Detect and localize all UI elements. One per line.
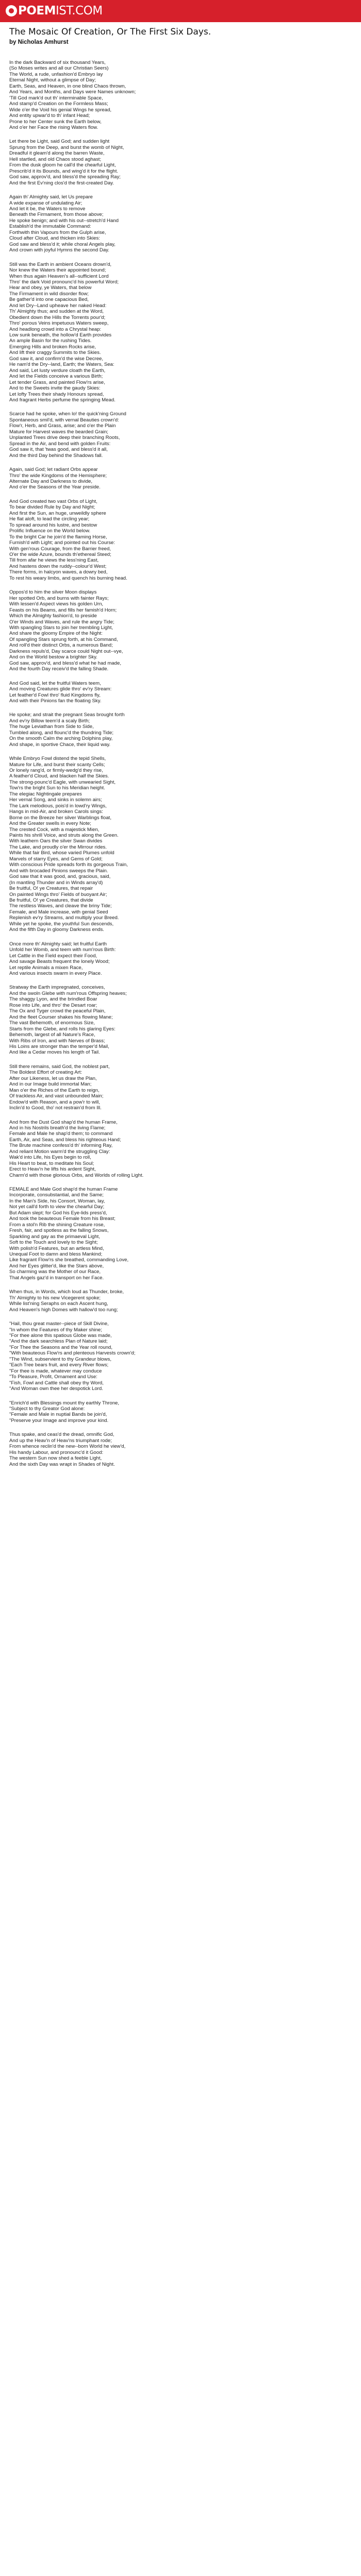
poem-line: And roll'd their distinct Orbs, a numerous Band; bbox=[9, 642, 113, 649]
poem-line: And with their Pinions fan the floating Sky. bbox=[9, 698, 102, 704]
poem-stanza bbox=[9, 262, 352, 403]
poem-line: "Preserve your Image and improve your kind. bbox=[9, 1417, 109, 1423]
poem-line: And the swoln Glebe with num'rous Offspring heaves; bbox=[9, 990, 127, 996]
poem-line: The World, a rude, unfashion'd Embryo lay bbox=[9, 71, 103, 77]
poem-line: God saw that it was good, and, gracious, said, bbox=[9, 874, 111, 880]
poem-line: When thus, in Words, which loud as Thunder, broke, bbox=[9, 1289, 124, 1295]
poem-line: "Enrich'd with Blessings mount thy earthly Throne, bbox=[9, 1400, 120, 1406]
poem-line: Be fruitful, O! ye Creatures, that divide bbox=[9, 897, 93, 903]
poem-line: And her Eyes glitter'd, like the Stars above, bbox=[9, 1263, 104, 1269]
poem-line: And lift their craggy Summits to the Skies. bbox=[9, 350, 101, 356]
poem-line: From whence reclin'd the new--born World he view'd, bbox=[9, 1444, 126, 1450]
poem-line: "For thee alone this spatious Globe was made, bbox=[9, 1333, 112, 1338]
poem-line: God saw, approv'd, and bless'd the spreading Ray; bbox=[9, 174, 121, 180]
poem-line: With Ribs of Iron, and with Nerves of Brass; bbox=[9, 1038, 105, 1044]
poem-line: The shaggy Lyon, and the brindled Boar bbox=[9, 996, 97, 1003]
poem-line: With polish'd Features, but an artless Mind, bbox=[9, 1245, 104, 1251]
poem-line: In the dark Backward of six thousand Years, bbox=[9, 60, 106, 65]
poem-line: Till from afar he views the less'ning East, bbox=[9, 557, 99, 564]
poem-line: Cloud after Cloud, and thicken into Skies: bbox=[9, 235, 100, 242]
poem-line: And fragrant Herbs perfume the springing Mead. bbox=[9, 397, 116, 403]
poem-line: He spoke; and strait the pregnant Seas brought forth bbox=[9, 712, 125, 718]
poem-line: "Female and Male in nuptial Bands be join'd, bbox=[9, 1412, 107, 1418]
poem-line: Wak'd into Life, his Eyes begin to roll, bbox=[9, 1155, 91, 1161]
poem-line: Thro' the wide Kingdoms of the Hemisphere; bbox=[9, 472, 107, 479]
poem-line: Still there remains, said God, the noblest part, bbox=[9, 1063, 110, 1070]
poem-line: Incorporate, consubstantial, and the Same; bbox=[9, 1192, 104, 1198]
poem-line: While yet he spoke, the youthful Sun descends, bbox=[9, 921, 114, 927]
poem-line: Earth, Air, and Seas, and bless his righteous Hand; bbox=[9, 1137, 121, 1143]
poem-container bbox=[0, 22, 361, 2576]
author-link[interactable]: Nicholas Amhurst bbox=[18, 39, 69, 45]
logo-text-main: POEM bbox=[18, 4, 56, 18]
site-logo[interactable] bbox=[6, 4, 103, 18]
poem-line: FEMALE and Male God shap'd the human Frame bbox=[9, 1187, 118, 1193]
poem-line: And first the Sun, an huge, unweildly sphere bbox=[9, 510, 106, 516]
poem-line: "Hail, thou great master--piece of Skill Divine, bbox=[9, 1321, 109, 1327]
poem-line: O'er the wide Azure, bounds th'ethereal Steed; bbox=[9, 551, 111, 557]
poem-line: With lessen'd Aspect views his golden Urn, bbox=[9, 601, 104, 607]
poem-line: The Firmament in wild disorder flow; bbox=[9, 291, 89, 297]
poem-line: "To Pleasure, Profit, Ornament and Use: bbox=[9, 1374, 97, 1380]
poem-line: Charm'd with those glorious Orbs, and Worlds of rolling Light. bbox=[9, 1172, 144, 1178]
poem-line: Prolific Influence on the World below. bbox=[9, 528, 91, 534]
poem-line: Establish'd the immutable Command: bbox=[9, 224, 91, 230]
poem-line: And with brocaded Pinions sweeps the Plain. bbox=[9, 868, 108, 874]
poem-line: Prone to her Center sunk the Earth below, bbox=[9, 118, 102, 125]
poem-line: Her spotted Orb, and burns with fainter Rays; bbox=[9, 595, 109, 601]
poem-line: When thus again Heaven's all--sufficient Lord bbox=[9, 273, 109, 279]
poem-line: Behemoth, largest of all Nature's Race, bbox=[9, 1032, 95, 1038]
poem-line: (In mantling Thunder and in Winds array'd) bbox=[9, 879, 103, 886]
poem-stanza bbox=[9, 1289, 352, 1313]
poem-line: Low sunk beneath, the hollow'd Earth provides bbox=[9, 332, 112, 338]
poem-line: O'er Winds and Waves, and rule the angry Tide; bbox=[9, 619, 114, 625]
poem-line: With gen'rous Courage, from the Barrier freed, bbox=[9, 546, 111, 552]
poem-line: "With beauteous Flow'rs and plenteous Harvests crown'd; bbox=[9, 1350, 136, 1357]
poem-line: Mature for Harvest waves the bearded Grain; bbox=[9, 429, 108, 435]
poem-line: From the dusk gloom he call'd the chearful Light, bbox=[9, 162, 116, 168]
poem-stanza bbox=[9, 194, 352, 253]
poem-line: "In whom the Features of thy Maker shine; bbox=[9, 1327, 102, 1333]
poem-line: And moving Creatures glide thro' ev'ry Stream: bbox=[9, 686, 112, 692]
poem-line: God saw it, and confirm'd the wise Decree, bbox=[9, 355, 104, 362]
author-by-label: by bbox=[9, 39, 17, 45]
poem-line: Hangs in mid-Air, and broken Carols sings: bbox=[9, 809, 103, 815]
poem-line: Female and Male he shap'd them; to command bbox=[9, 1131, 113, 1137]
poem-stanza bbox=[9, 411, 352, 459]
poem-line: The Lark melodious, pois'd in lowd'ry Wings, bbox=[9, 803, 107, 809]
poem-line: (So Moses writes and all our Christian Seers) bbox=[9, 65, 109, 72]
poem-line: Tow'rs the bright Sun to his Meridian height. bbox=[9, 785, 105, 791]
poem-line: To the bright Car he join'd the flaming Horse, bbox=[9, 534, 107, 540]
poem-line: And from the Dust God shap'd the human Frame, bbox=[9, 1119, 118, 1125]
poem-line: Of trackless Air, and vast unbounded Main; bbox=[9, 1093, 104, 1099]
poem-line: Thro' the dark Void pronounc'd his powerful Word; bbox=[9, 279, 119, 285]
poem-stanza bbox=[9, 467, 352, 490]
poem-line: To bear divided Rule by Day and Night; bbox=[9, 504, 95, 511]
poem-line: And Years, and Months, and Days were Names unknown; bbox=[9, 89, 136, 95]
logo-text-suffix: IST.COM bbox=[56, 4, 103, 18]
poem-line: That Angels gaz'd in transport on her Face. bbox=[9, 1275, 104, 1281]
poem-line: He nam'd the Dry--land, Earth; the Waters, Sea: bbox=[9, 362, 114, 368]
poem-line: "The Wind, subservient to thy Grandeur blows, bbox=[9, 1356, 112, 1362]
poem-line: And Heaven's high Domes with hallow'd too rung; bbox=[9, 1307, 118, 1313]
poem-line: God saw and bless'd it; while choral Angels play, bbox=[9, 241, 116, 247]
poem-line: And entity upwar'd to th' infant Head; bbox=[9, 113, 90, 119]
poem-line: Spread in the Air, and bend with golden Fruits: bbox=[9, 440, 111, 447]
poem-line: While list'ning Seraphs on each Ascent hung, bbox=[9, 1301, 108, 1307]
poem-line: Marvels of starry Eyes, and Gems of Gold; bbox=[9, 856, 103, 862]
poem-line: Man o'er the Riches of the Earth to reign, bbox=[9, 1087, 100, 1093]
poem-line: Let there be Light, said God; and sudden light bbox=[9, 139, 110, 145]
poem-line: Unplanted Trees drive deep their branching Roots, bbox=[9, 435, 120, 441]
poem-line: Let lofty Trees their shady Honours spread, bbox=[9, 391, 104, 397]
poem-line: And reliant Motion warm'd the struggling Clay: bbox=[9, 1148, 110, 1155]
poem-line: The vast Behemoth, of enormous Size, bbox=[9, 1020, 95, 1026]
poem-line: Like fragrant Flow'rs she breathed, commanding Love, bbox=[9, 1257, 129, 1263]
poem-line: Still was the Earth in ambient Oceans drown'd, bbox=[9, 261, 112, 267]
poem-line: Of spangling Stars sprung forth, at his Command, bbox=[9, 636, 118, 642]
poem-line: Tumbled along, and flounc'd the thundring Tide; bbox=[9, 730, 114, 736]
poem-line: Prescrib'd it its Bounds, and wing'd it for the flight. bbox=[9, 168, 119, 174]
poem-line: "And the dark searchless Plan of Nature laid; bbox=[9, 1338, 108, 1345]
poem-line: Starts from the Glebe, and rolls his glaring Eyes: bbox=[9, 1026, 116, 1032]
poem-line: Nor knew the Waters their appointed bound; bbox=[9, 267, 106, 274]
poem-line: Again, said God; let radiant Orbs appear bbox=[9, 467, 98, 473]
poem-line: An ample Basin for the rushing Tides. bbox=[9, 338, 92, 344]
poem-line: With spangling Stars to join her trembling Light, bbox=[9, 624, 113, 631]
poem-line: Feasts on his Beams, and fills her famish'd Horn; bbox=[9, 607, 117, 613]
poem-line: Hell startled, and old Chaos stood aghast; bbox=[9, 156, 102, 162]
poem-stanza bbox=[9, 756, 352, 933]
poem-line: Paints his shrill Voice, and struts along the Green. bbox=[9, 833, 119, 839]
poem-line: Again th' Almighty said, let Us prepare bbox=[9, 194, 93, 200]
poem-line: And let Dry--Land upheave her naked Head: bbox=[9, 302, 107, 309]
poem-line: And let the Fields conceive a various Birth; bbox=[9, 374, 103, 380]
poem-line: "Each Tree bears fruit, and every River flows; bbox=[9, 1362, 109, 1368]
poem-line: And to the Sweets invite the gaudy Skies: bbox=[9, 385, 101, 392]
poem-line: And let it be, the Waters to remove bbox=[9, 206, 86, 212]
poem-stanza bbox=[9, 941, 352, 977]
poem-line: To rest his weary limbs, and quench his burning head. bbox=[9, 575, 127, 581]
poem-line: Mature for Life, and burst their scanty Cells; bbox=[9, 761, 105, 768]
poem-line: Forthwith thin Vapours from the Gulph arise, bbox=[9, 229, 106, 235]
poem-line: His Loins are stronger than the temper'd Mail, bbox=[9, 1043, 109, 1049]
poem-line: He spoke benign; and with his out--stretch'd Hand bbox=[9, 217, 119, 224]
poem-line: And o'er the Seasons of the Year preside. bbox=[9, 484, 101, 490]
poem-line: 'Till God mark'd out th' interminable Space, bbox=[9, 95, 103, 101]
poem-line: And took the beauteous Female from his Breast; bbox=[9, 1216, 116, 1222]
poem-stanza bbox=[9, 985, 352, 1055]
poem-stanza bbox=[9, 1064, 352, 1111]
poem-line: While Embryo Fowl distend the tepid Shells, bbox=[9, 756, 106, 762]
poem-line: Flow'r, Herb, and Grass, arise; and o'er the Plain bbox=[9, 423, 116, 429]
poem-line: And in our Image build immortal Man; bbox=[9, 1081, 92, 1088]
poem-line: Once more th' Almighty said; let fruitful Earth bbox=[9, 941, 107, 947]
poem-line: After our Likeness, let us draw the Plan, bbox=[9, 1075, 97, 1081]
poem-line: And the sixth Day was wrapt in Shades of Night. bbox=[9, 1461, 115, 1467]
poem-line: The huge Leviathan from Side to Side, bbox=[9, 724, 94, 730]
poem-line: Alternate Day and Darkness to divide, bbox=[9, 479, 93, 484]
poem-line: Endow'd with Reason, and a pow'r to will, bbox=[9, 1099, 100, 1105]
poem-line: On painted Wings thro' Fields of buoyant Air; bbox=[9, 891, 107, 897]
poem-line: But Adam slept; for God his Eye-lids press'd, bbox=[9, 1210, 107, 1216]
logo-circle-icon bbox=[6, 5, 17, 16]
poem-stanza bbox=[9, 499, 352, 581]
poem-line: Be fruitful, O! ye Creatures, that repair bbox=[9, 886, 93, 892]
poem-line: Obedient down the Hills the Torrents pour'd; bbox=[9, 314, 106, 320]
poem-line: Or lonely rang'd, or firmly-wedg'd they rise, bbox=[9, 768, 103, 774]
poem-line: Stratway the Earth impregnated, conceives, bbox=[9, 985, 105, 991]
poem-line: So charming was the Mother of our Race, bbox=[9, 1269, 101, 1275]
poem-line: The restless Waves, and cleave the briny Tide; bbox=[9, 903, 112, 909]
poem-line: God saw, approv'd, and bless'd what he had made, bbox=[9, 660, 121, 666]
poem-line: And the fifth Day in gloomy Darkness ends. bbox=[9, 927, 104, 933]
poem-line: "For thee is made, whatever may conduce bbox=[9, 1368, 102, 1374]
poem-line: Sparkling and gay as the primaeval Light, bbox=[9, 1233, 100, 1240]
poem-line: And savage Beasts frequent the lonely Wood; bbox=[9, 959, 110, 965]
poem-line: And share the gloomy Empire of the Night: bbox=[9, 631, 103, 637]
poem-line: God saw it, that 'twas good, and bless'd it all, bbox=[9, 447, 108, 453]
poem-author bbox=[9, 39, 352, 46]
poem-line: And crown with joyful Hymns the second Day. bbox=[9, 247, 109, 253]
poem-line: Rose into Life, and thro' the Desart roar; bbox=[9, 1002, 97, 1008]
poem-stanza bbox=[9, 1187, 352, 1281]
poem-line: And shape, in sportive Chace, their liquid way. bbox=[9, 741, 111, 748]
poem-line: Female, and Male increase, with genial Seed bbox=[9, 909, 108, 915]
poem-line: The crested Cock, with a majestick Mien, bbox=[9, 826, 100, 833]
poem-line: Earth, Seas, and Heaven, in one blind Chaos thrown, bbox=[9, 83, 126, 89]
poem-line: He flat aloft, to lead the circling year; bbox=[9, 516, 90, 522]
poem-stanza bbox=[9, 1400, 352, 1424]
poem-line: And the fleet Courser shakes his flowing Mane; bbox=[9, 1014, 113, 1020]
poem-stanza bbox=[9, 712, 352, 748]
poem-line: And in his Nostrils breath'd the living Flame; bbox=[9, 1125, 106, 1131]
poem-line: Scarce had he spoke, when lo! the quick'ning Ground bbox=[9, 411, 126, 417]
poem-line: Wide o'er the Void his genial Wings he spread, bbox=[9, 107, 112, 113]
poem-line: Oppos'd to him the silver Moon displays bbox=[9, 589, 97, 596]
poem-stanza bbox=[9, 139, 352, 186]
poem-stanza bbox=[9, 1432, 352, 1467]
poem-line: And o'er her Face the rising Waters flow. bbox=[9, 124, 99, 130]
poem-line: The Ox and Tyger crowd the peaceful Plain, bbox=[9, 1008, 106, 1014]
poem-line: Hear and obey, ye Waters, that below bbox=[9, 285, 92, 291]
poem-title: The Mosaic Of Creation, Or The First Six Days. bbox=[9, 27, 211, 37]
poem-line: The Brute machine confess'd th' informing Ray, bbox=[9, 1143, 113, 1149]
poem-line: To spread around his lustre, and bestow bbox=[9, 522, 97, 528]
poem-line: "And Woman own thee her despotick Lord. bbox=[9, 1386, 103, 1392]
poem-line: Let feather'd Fowl thro' fluid Kingdoms fly, bbox=[9, 692, 101, 698]
poem-line: And the first Ev'ning clos'd the first-created Day. bbox=[9, 180, 114, 186]
poem-line: Borne on the Breeze her silver Warblings float, bbox=[9, 815, 112, 821]
poem-line: In the Man's Side, his Consort, Woman, lay, bbox=[9, 1198, 105, 1204]
poem-line: And the fourth Day receiv'd the falling Shade. bbox=[9, 666, 109, 672]
poem-line: Eternal Night, without a glimpse of Day; bbox=[9, 77, 96, 83]
poem-line: The strong-pounc'd Eagle, with unwearied Sight, bbox=[9, 779, 116, 785]
poem-line: Which the Almighty fashion'd, to preside bbox=[9, 613, 97, 619]
poem-line: From a stol'n Rib the shining Creature rose, bbox=[9, 1222, 105, 1228]
poem-line: And various insects swarm in every Place. bbox=[9, 970, 102, 976]
poem-line: Let tender Grass, and painted Flow'rs arise, bbox=[9, 379, 105, 385]
poem-line: The Boldest Effort of creating Art: bbox=[9, 1070, 83, 1076]
poem-line: And hastens down the ruddy--colour'd West; bbox=[9, 563, 107, 569]
poem-line: "For Thee the Seasons and the Year roll round, bbox=[9, 1344, 113, 1350]
poem-line: On the smooth Calm the arching Dolphins play, bbox=[9, 736, 113, 742]
poem-line: Furnish'd with Light; and pointed out his Course: bbox=[9, 540, 116, 546]
poem-stanza bbox=[9, 1120, 352, 1179]
poem-line: Be gather'd into one capacious Bed, bbox=[9, 297, 89, 303]
poem-line: While that fair Bird, whose varied Plumes unfold bbox=[9, 850, 114, 856]
poem-stanza bbox=[9, 60, 352, 130]
poem-line: Spontaneous smil'd, with vernal Beauties crown'd: bbox=[9, 417, 119, 423]
poem-line: And the third Day behind the Shadows fall. bbox=[9, 452, 103, 459]
poem-line: Thro' porous Veins impetuous Waters sweep, bbox=[9, 320, 109, 327]
poem-line: Beneath the Firmament, from those above; bbox=[9, 212, 104, 218]
poem-line: Inclin'd to Good, tho' not restrain'd from Ill. bbox=[9, 1105, 102, 1111]
poem-line: And stamp'd Creation on the Formless Mass; bbox=[9, 101, 108, 107]
poem-line: Erect to Heav'n he lifts his ardent Sight, bbox=[9, 1166, 96, 1173]
poem-line: Dreadful it gleam'd along the barren Waste, bbox=[9, 150, 105, 157]
poem-line: Let Cattle in the Field expect their Food, bbox=[9, 953, 97, 959]
poem-line: The Lake, and proudly o'er the Mirrour rides. bbox=[9, 844, 107, 850]
poem-line: And up the Heav'n of Heav'ns triumphant rode; bbox=[9, 1437, 112, 1444]
poem-line: The western Sun now shed a feeble Light, bbox=[9, 1455, 102, 1462]
poem-line: "Subject to thy Greator God alone: bbox=[9, 1405, 85, 1412]
poem-line: Unfold her Womb, and teem with num'rous Birth: bbox=[9, 947, 116, 953]
poem-line: And God said, let the fruitful Waters teem, bbox=[9, 680, 101, 686]
poem-line: And ev'ry Billow teem'd a scaly Birth; bbox=[9, 718, 90, 724]
poem-line: Thus spake, and ceas'd the dread, omnific God, bbox=[9, 1432, 114, 1438]
poem-line: Sprung from the Deep, and burst the womb of Night, bbox=[9, 144, 124, 150]
poem-line: And the Greater swells in every Note; bbox=[9, 821, 91, 827]
poem-stanza bbox=[9, 589, 352, 672]
poem-line: And headlong crowd into a Chrystal heap: bbox=[9, 326, 102, 332]
poem-body bbox=[9, 60, 352, 1467]
poem-line: Fresh, fair, and spotless as the falling Snows, bbox=[9, 1228, 109, 1234]
poem-line: Unequal Foot to damn and bless Mankind; bbox=[9, 1251, 103, 1258]
poem-line: Soft to the Touch and lovely to the Sight; bbox=[9, 1240, 98, 1246]
poem-line: A feather'd Cloud, and blacken half the Skies. bbox=[9, 773, 109, 779]
poem-line: The elegiac Nightingale prepares bbox=[9, 791, 82, 797]
poem-stanza bbox=[9, 1321, 352, 1392]
poem-line: And God created two vast Orbs of Light, bbox=[9, 498, 97, 504]
poem-line: Th' Almighty thus; and sudden at the Word, bbox=[9, 309, 104, 315]
poem-line: A wide expanse of undulating Air; bbox=[9, 200, 83, 206]
poem-line: There forms, in halcyon waves, a dowry bed, bbox=[9, 569, 108, 575]
poem-line: And on the World bestow a brighter Sky. bbox=[9, 654, 97, 660]
poem-line: Replenish ev'ry Streams, and multiply your Breed. bbox=[9, 915, 119, 921]
poem-stanza bbox=[9, 681, 352, 704]
poem-line: Th' Almighty to his new Vicegerent spoke; bbox=[9, 1295, 101, 1301]
poem-line: And like a Cedar moves his length of Tail. bbox=[9, 1049, 100, 1056]
site-header bbox=[0, 0, 361, 22]
poem-line: And said, Let lusty verdure cloath the Earth, bbox=[9, 367, 106, 374]
poem-line: His handy Labour, and pronounc'd it Good: bbox=[9, 1449, 104, 1455]
poem-line: Her vernal Song, and sinks in solemn airs; bbox=[9, 797, 102, 803]
poem-line: With leathern Oars the silver Swan divides bbox=[9, 838, 103, 844]
poem-line: Darkness repuls'd, Day scarce could Night out--vye, bbox=[9, 648, 123, 654]
poem-line: Emerging Hills and broken Rocks arise, bbox=[9, 344, 96, 350]
poem-line: Not yet call'd forth to view the chearful Day; bbox=[9, 1204, 105, 1210]
poem-line: Let reptile Animals a mixen Race, bbox=[9, 964, 83, 971]
poem-line: With conscious Pride spreads forth its gorgeous Train, bbox=[9, 862, 128, 868]
poem-line: His Heart to beat, to meditate his Soul; bbox=[9, 1160, 94, 1166]
poem-line: "Fish, Fowl and Cattle shall obey thy Word, bbox=[9, 1380, 104, 1386]
